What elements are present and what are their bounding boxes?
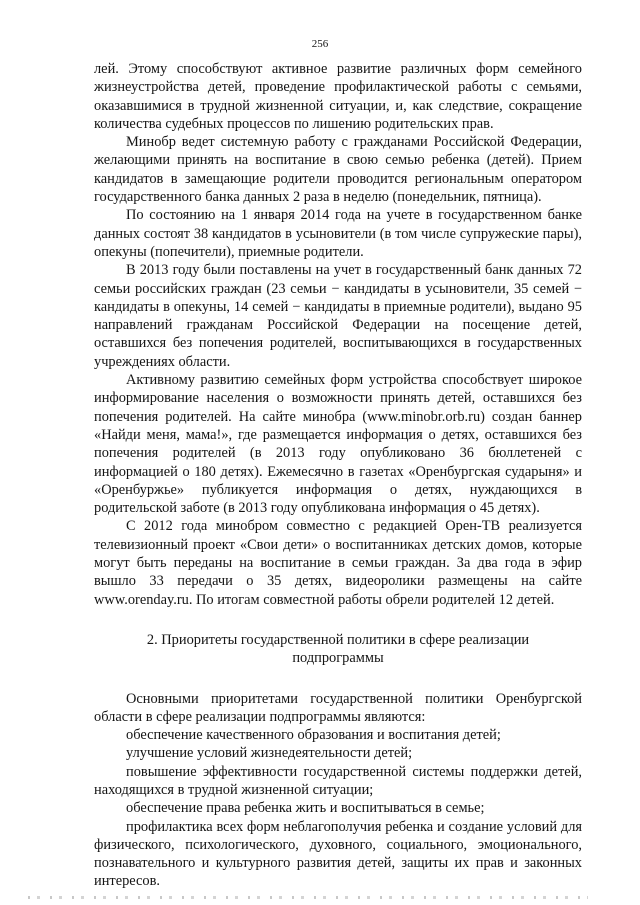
priorities-intro: Основными приоритетами государственной политики Оренбургской области в сфере реализации подпрограммы являются: — [94, 690, 582, 725]
section-heading: 2. Приоритеты государственной политики в сфере реализации подпрограммы — [146, 631, 530, 667]
priority-item: обеспечение права ребенка жить и воспитываться в семье; — [126, 800, 485, 817]
paragraph-tv-project: С 2012 года минобром совместно с редакцией Орен-ТВ реализуется телевизионный проект «Свои дети» о воспитанниках детских домов, которые могут быть переданы на воспитание в семьи граждан. За два года в эфир вышло 33 передачи о 35 детях, видеоролики размещены на сайте www.orenday.ru. По итогам совместной работы обрели родителей 12 детей. — [94, 518, 582, 608]
priorities-list — [94, 726, 582, 891]
scan-edge-artifact — [28, 896, 588, 899]
paragraph-continuation: лей. Этому способствуют активное развитие различных форм семейного жизнеустройства детей, проведение профилактической работы с семьями, оказавшимися в трудной жизненной ситуации, и, как следствие, сокращение количества судебных процессов по лишению родительских прав. — [94, 61, 582, 132]
priority-item: улучшение условий жизнедеятельности детей; — [126, 745, 413, 762]
document-body — [94, 60, 582, 891]
priority-item: обеспечение качественного образования и воспитания детей; — [126, 727, 501, 744]
paragraph-informing: Активному развитию семейных форм устройства способствует широкое информирование населения о возможности принять детей, оставшихся без попечения родителей. На сайте минобра (www.minobr.orb.ru) создан баннер «Найди меня, мама!», где размещается информация о детях, оставшихся без попечения родителей (в 2013 году опубликовано 36 бюллетеней с информацией о 180 детях). Ежемесячно в газетах «Оренбургская сударыня» и «Оренбуржье» публикуется информация о детях, нуждающихся в родительской заботе (в 2013 году опубликована информация о 45 детях). — [94, 372, 582, 517]
paragraph-2013-registry: В 2013 году были поставлены на учет в государственный банк данных 72 семьи российских граждан (23 семьи − кандидаты в усыновители, 35 семей − кандидаты в опекуны, 14 семей − кандидаты в приемные родители), выдано 95 направлений гражданам Российской Федерации на посещение детей, оставшихся без попечения родителей, воспитывающихся в государственных учреждениях области. — [94, 262, 582, 370]
page-number: 256 — [311, 38, 329, 50]
paragraph-minobr-work: Минобр ведет системную работу с гражданами Российской Федерации, желающими принять на воспитание в свою семью ребенка (детей). Прием кандидатов в замещающие родители проводится региональным оператором государственного банка данных 2 раза в неделю (понедельник, пятница). — [94, 134, 582, 206]
priority-item: повышение эффективности государственной системы поддержки детей, находящихся в трудной жизненной ситуации; — [94, 763, 582, 798]
paragraph-registry-status: По состоянию на 1 января 2014 года на учете в государственном банке данных состоят 38 кандидатов в усыновители (в том числе супружеские пары), опекуны (попечители), приемные родители. — [94, 207, 582, 260]
priority-item: профилактика всех форм неблагополучия ребенка и создание условий для физического, психологического, духовного, социального, эмоционального, познавательного и культурного развития детей, защиты их прав и законных интересов. — [94, 818, 582, 890]
